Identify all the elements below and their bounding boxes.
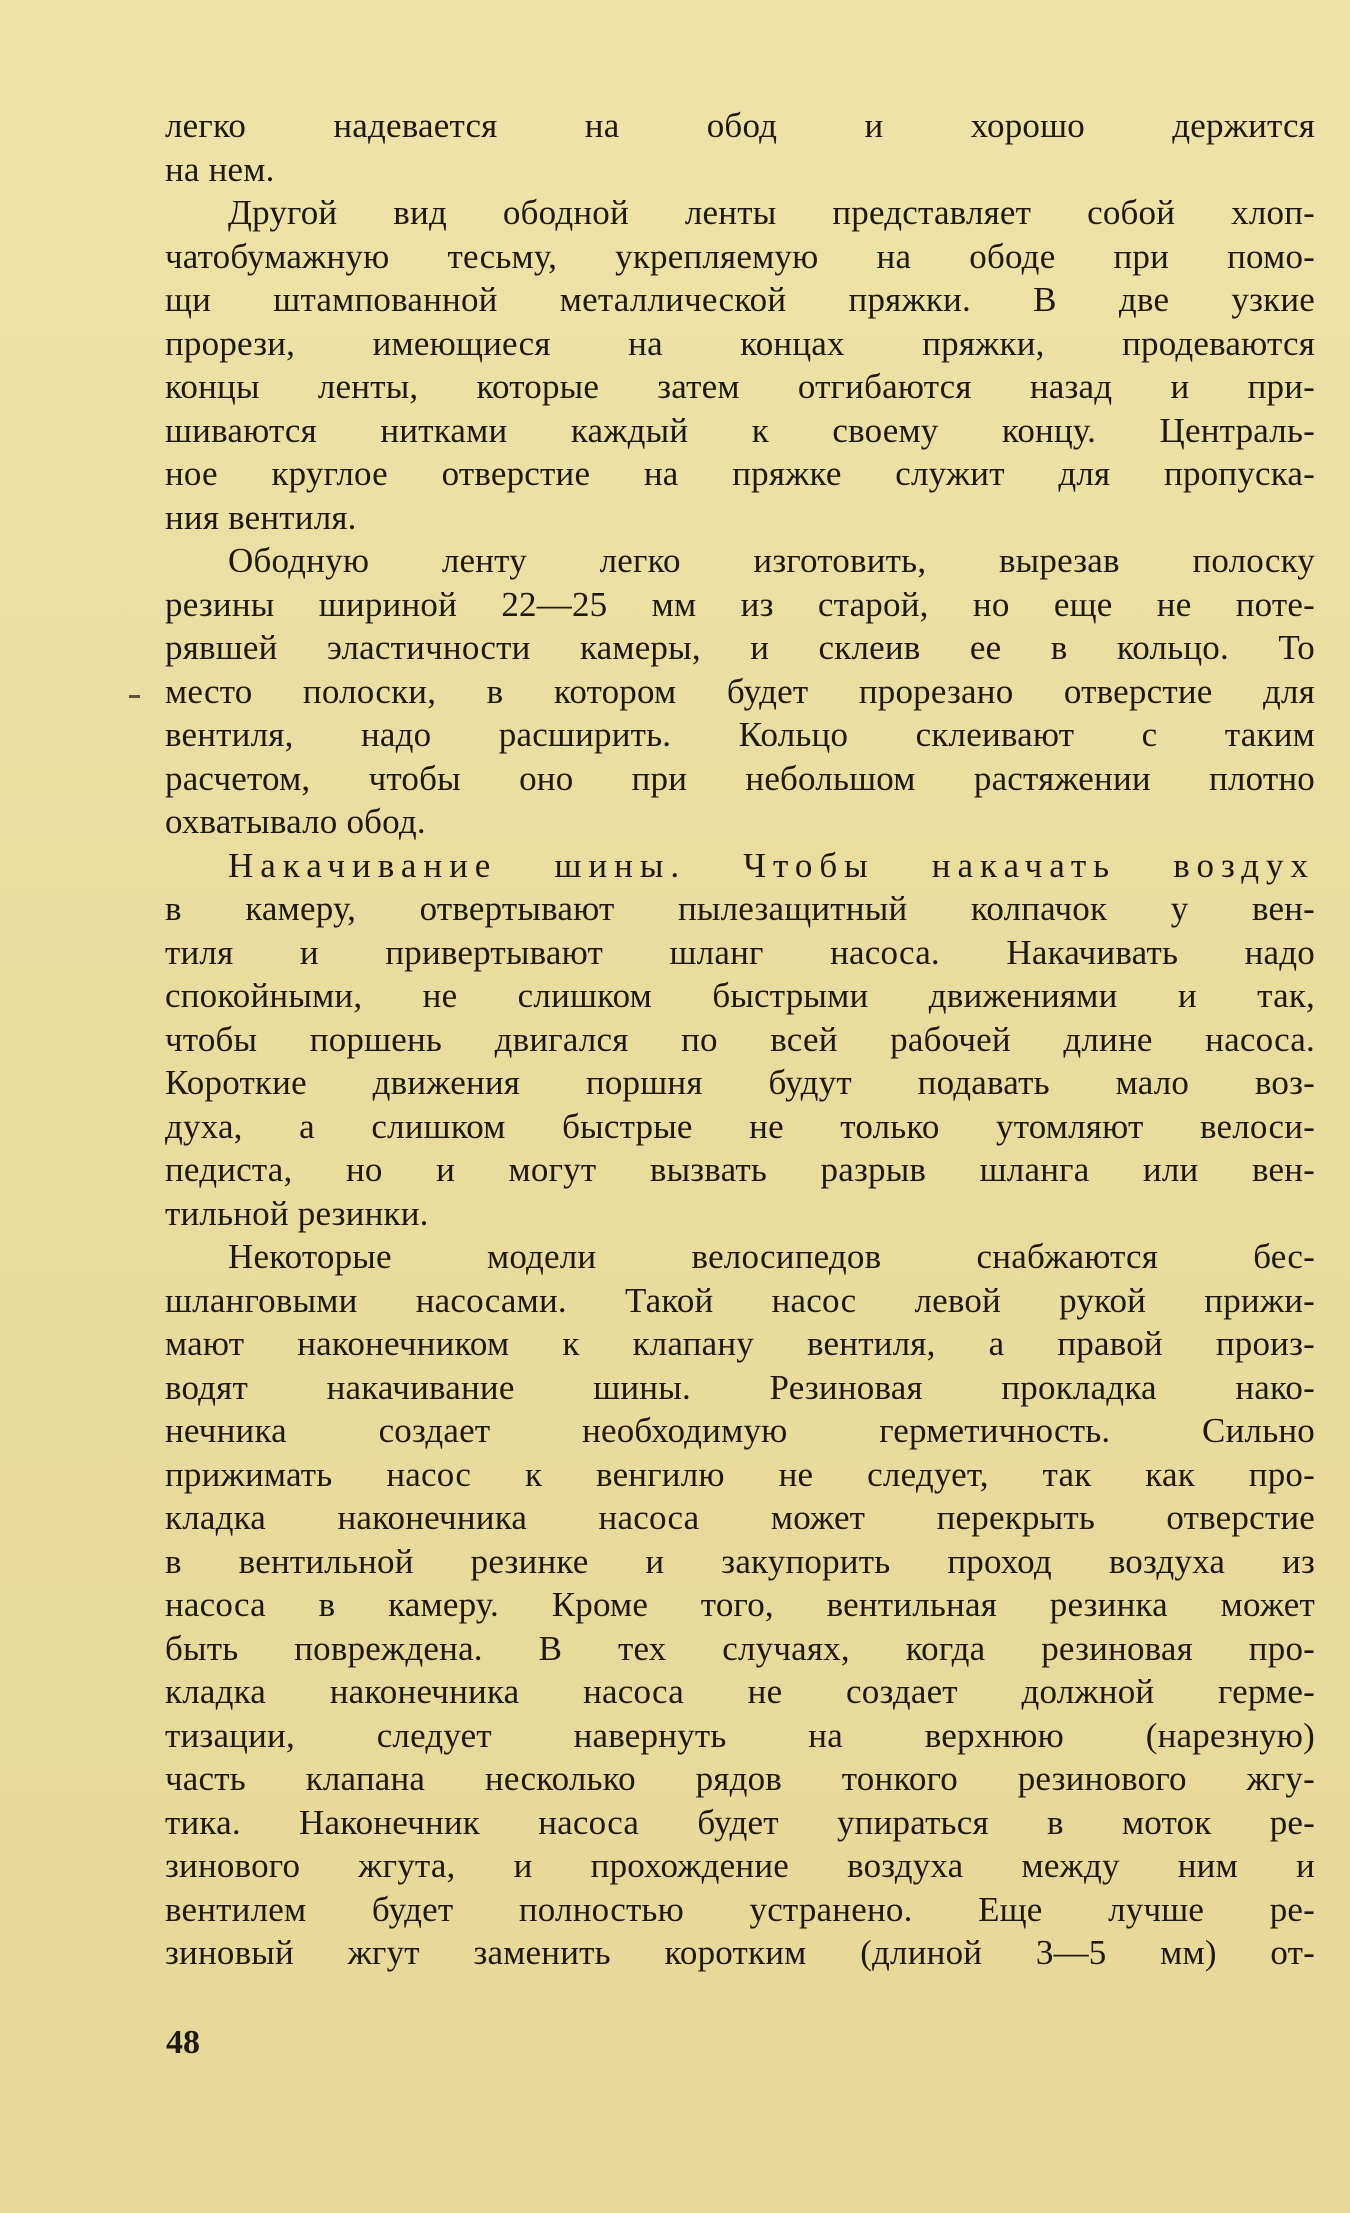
text-line: расчетом, чтобы оно при небольшом растяжении плотно bbox=[165, 758, 1315, 798]
text-line: легко надевается на обод и хорошо держится bbox=[165, 106, 1315, 145]
text-line: насоса в камеру. Кроме того, вентильная резинка может bbox=[165, 1585, 1315, 1624]
text-line: нечника создает необходимую герметичность. Сильно bbox=[165, 1411, 1315, 1450]
text-line: быть повреждена. В тех случаях, когда резиновая про- bbox=[165, 1628, 1315, 1668]
text-line: в вентильной резинке и закупорить проход воздуха из bbox=[165, 1541, 1315, 1581]
body-text bbox=[165, 104, 1315, 1975]
text-line: вентиля, надо расширить. Кольцо склеивают с таким bbox=[165, 715, 1315, 754]
text-line: тизации, следует навернуть на верхнюю (нарезную) bbox=[165, 1715, 1315, 1755]
text-line: рявшей эластичности камеры, и склеив ее в кольцо. То bbox=[165, 628, 1315, 667]
text-line: вентилем будет полностью устранено. Еще лучше ре- bbox=[165, 1889, 1315, 1929]
text-line: кладка наконечника насоса может перекрыть отверстие bbox=[165, 1498, 1315, 1537]
text-line: чатобумажную тесьму, укрепляемую на ободе при помо- bbox=[165, 236, 1315, 276]
text-line: прорези, имеющиеся на концах пряжки, продеваются bbox=[165, 323, 1315, 363]
section-heading-line: Накачивание шины. Чтобы накачать воздух bbox=[228, 845, 1315, 885]
text-line: спокойными, не слишком быстрыми движениями и так, bbox=[165, 976, 1315, 1015]
text-line: Ободную ленту легко изготовить, вырезав полоску bbox=[228, 541, 1315, 580]
text-line: ния вентиля. bbox=[165, 497, 357, 537]
text-line: прижимать насос к венгилю не следует, так как про- bbox=[165, 1454, 1315, 1494]
text-line: Другой вид ободной ленты представляет собой хлоп- bbox=[228, 193, 1315, 232]
text-line: на нем. bbox=[165, 149, 275, 189]
text-line: шланговыми насосами. Такой насос левой рукой прижи- bbox=[165, 1280, 1315, 1320]
text-line: тильной резинки. bbox=[165, 1193, 429, 1233]
margin-mark bbox=[129, 695, 140, 698]
text-line: кладка наконечника насоса не создает должной герме- bbox=[165, 1672, 1315, 1711]
text-line: Некоторые модели велосипедов снабжаются бес- bbox=[228, 1237, 1315, 1276]
text-line: в камеру, отвертывают пылезащитный колпачок у вен- bbox=[165, 889, 1315, 928]
text-line: резины шириной 22—25 мм из старой, но еще не поте- bbox=[165, 584, 1315, 624]
text-line: педиста, но и могут вызвать разрыв шланга или вен- bbox=[165, 1150, 1315, 1189]
text-line: чтобы поршень двигался по всей рабочей длине насоса. bbox=[165, 1019, 1315, 1059]
text-line: мают наконечником к клапану вентиля, а правой произ- bbox=[165, 1324, 1315, 1363]
text-line: водят накачивание шины. Резиновая прокладка нако- bbox=[165, 1367, 1315, 1407]
text-line: ное круглое отверстие на пряжке служит для пропуска- bbox=[165, 454, 1315, 493]
text-line: охватывало обод. bbox=[165, 802, 426, 841]
text-line: Короткие движения поршня будут подавать мало воз- bbox=[165, 1063, 1315, 1102]
text-line: шиваются нитками каждый к своему концу. Централь- bbox=[165, 410, 1315, 450]
text-line: духа, а слишком быстрые не только утомляют велоси- bbox=[165, 1106, 1315, 1146]
text-line: концы ленты, которые затем отгибаются назад и при- bbox=[165, 367, 1315, 406]
page-number: 48 bbox=[166, 2024, 200, 2061]
text-line: зинового жгута, и прохождение воздуха между ним и bbox=[165, 1846, 1315, 1885]
text-line: тиля и привертывают шланг насоса. Накачивать надо bbox=[165, 932, 1315, 972]
text-line: часть клапана несколько рядов тонкого резинового жгу- bbox=[165, 1759, 1315, 1798]
text-line: щи штампованной металлической пряжки. В две узкие bbox=[165, 280, 1315, 319]
text-line: тика. Наконечник насоса будет упираться в моток ре- bbox=[165, 1802, 1315, 1842]
text-line: место полоски, в котором будет прорезано отверстие для bbox=[165, 671, 1315, 711]
text-line: зиновый жгут заменить коротким (длиной 3—5 мм) от- bbox=[165, 1933, 1315, 1972]
